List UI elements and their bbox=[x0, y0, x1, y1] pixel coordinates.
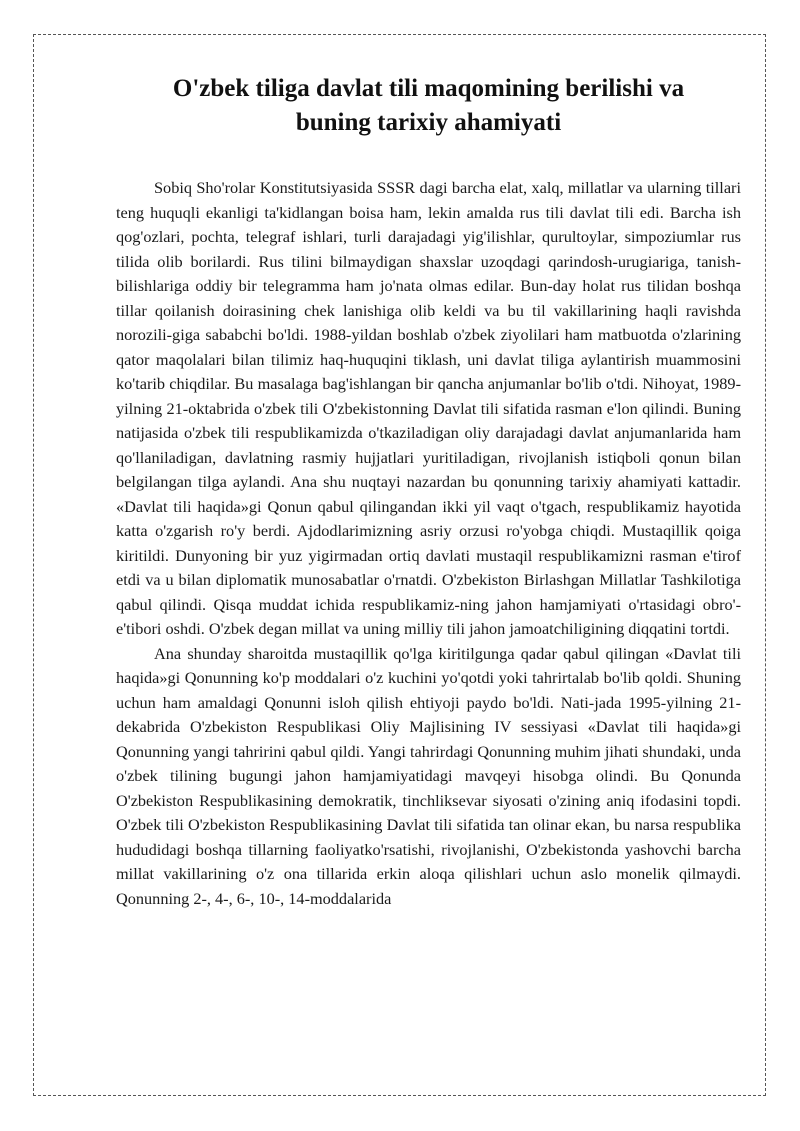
document-title bbox=[116, 72, 741, 140]
document-content bbox=[116, 72, 741, 911]
paragraph-1: Sobiq Sho'rolar Konstitutsiyasida SSSR dagi barcha elat, xalq, millatlar va ularning tillari teng huquqli ekanligi ta'kidlangan boisa ham, lekin amalda rus tili davlat tili edi. Barcha ish qog'ozlari, pochta, telegraf ishlari, turli darajadagi yig'ilishlar, qurultoylar, simpoziumlar rus tilida olib borilardi. Rus tilini bilmaydigan shaxslar uzoqdagi qarindosh-urugiariga, tanish-bilishlariga oddiy bir telegramma ham jo'nata olmas edilar. Bun-day holat rus tilidan boshqa tillar qoilanish doirasining chek lanishiga olib keldi va bu til vakillarining haqli ravishda norozili-giga sababchi bo'ldi. 1988-yildan boshlab o'zbek ziyolilari ham matbuotda o'zlarining qator maqolalari bilan tilimiz haq-huquqini tiklash, uni davlat tiliga aylantirish muammosini ko'tarib chiqdilar. Bu masalaga bag'ishlangan bir qancha anjumanlar bo'lib o'tdi. Nihoyat, 1989-yilning 21-oktabrida o'zbek tili O'zbekistonning Davlat tili sifatida rasman e'lon qilindi. Buning natijasida o'zbek tili respublikamizda o'tkaziladigan oliy darajadagi davlat anjumanlarida ham qo'llaniladigan, davlatning rasmiy hujjatlari yuritiladigan, rivojlanish istiqboli qonun bilan belgilangan tilga aylandi. Ana shu nuqtayi nazardan bu qonunning tarixiy ahamiyati kattadir. «Davlat tili haqida»gi Qonun qabul qilingandan ikki yil vaqt o'tgach, respublikamiz hayotida katta o'zgarish ro'y berdi. Ajdodlarimizning asriy orzusi ro'yobga chiqdi. Mustaqillik qoiga kiritildi. Dunyoning bir yuz yigirmadan ortiq davlati mustaqil respublikamizni rasman e'tirof etdi va u bilan diplomatik munosabatlar o'rnatdi. O'zbekiston Birlashgan Millatlar Tashkilotiga qabul qilindi. Qisqa muddat ichida respublikamiz-ning jahon hamjamiyati o'rtasidagi obro'-e'tibori oshdi. O'zbek degan millat va uning milliy tili jahon jamoatchiligining diqqatini tortdi. bbox=[116, 178, 741, 638]
paragraph-2: Ana shunday sharoitda mustaqillik qo'lga kiritilgunga qadar qabul qilingan «Davlat tili haqida»gi Qonunning ko'p moddalari o'z kuchini yo'qotdi yoki tahrirtalab bo'lib qoldi. Shuning uchun ham amaldagi Qonunni isloh qilish ehtiyoji paydo bo'ldi. Nati-jada 1995-yilning 21-dekabrida O'zbekiston Respublikasi Oliy Majlisining IV sessiyasi «Davlat tili haqida»gi Qonunning yangi tahririni qabul qildi. Yangi tahrirdagi Qonunning muhim jihati shundaki, unda o'zbek tilining bugungi jahon hamjamiyatidagi mavqeyi hisobga olindi. Bu Qonunda O'zbekiston Respublikasining demokratik, tinchliksevar siyosati o'zining aniq ifodasini topdi. O'zbek tili O'zbekiston Respublikasining Davlat tili sifatida tan olinar ekan, bu narsa respublika hududidagi boshqa tillarning faoliyatko'rsatishi, rivojlanishi, O'zbekistonda yashovchi barcha millat vakillarining o'z ona tillarida erkin aloqa qilishlari uchun aslo monelik qilmaydi. Qonunning 2-, 4-, 6-, 10-, 14-moddalarida bbox=[116, 643, 741, 908]
title-line-2: buning tarixiy ahamiyati bbox=[295, 109, 562, 136]
document-body bbox=[116, 176, 741, 911]
title-line-1: O'zbek tiliga davlat tili maqomining berilishi va bbox=[172, 75, 685, 102]
